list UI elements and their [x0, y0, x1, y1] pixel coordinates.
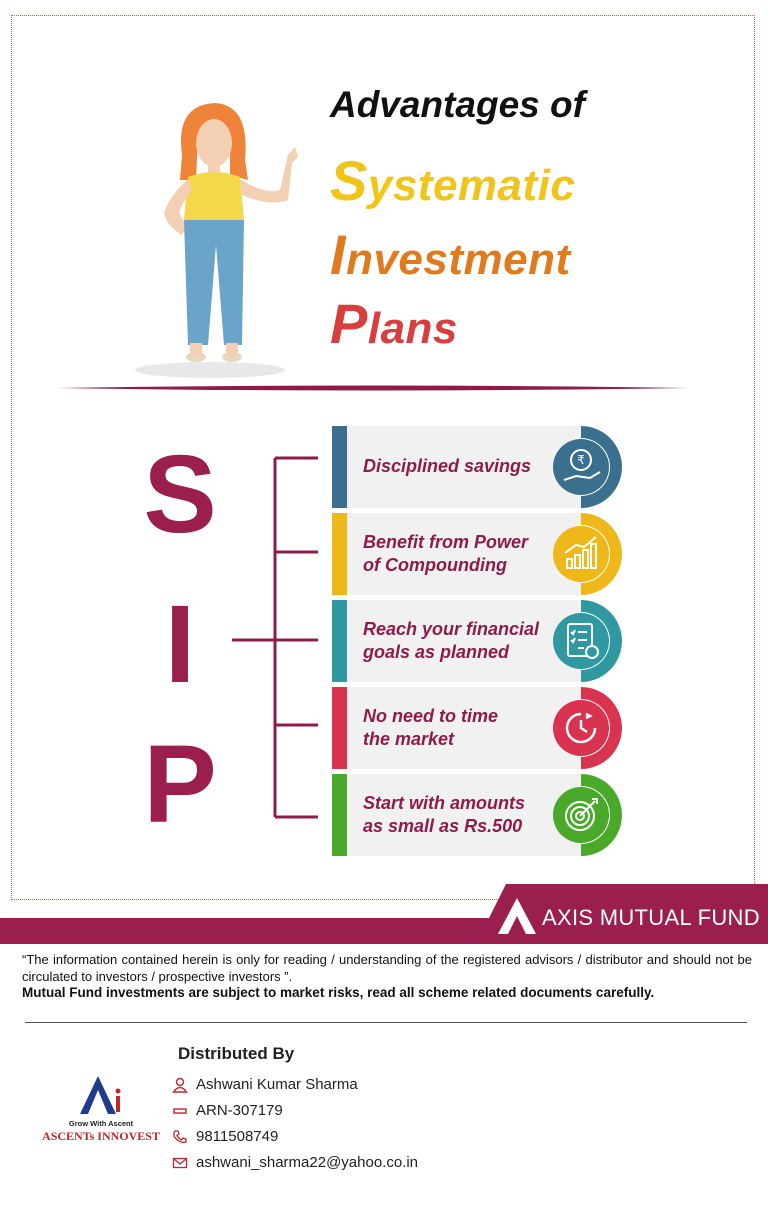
title-word-systematic: Systematic — [330, 149, 576, 212]
advantage-row-5 — [332, 774, 620, 856]
distributor-tagline: Grow With Ascent — [68, 1119, 134, 1128]
contact-email[interactable]: ashwani_sharma22@yahoo.co.in — [172, 1154, 418, 1171]
advantage-row-4 — [332, 687, 620, 769]
axis-logo-icon — [496, 896, 538, 936]
contact-arn: ARN-307179 — [172, 1102, 283, 1119]
rupee-hand-icon — [540, 426, 622, 508]
title-word-investment: Investment — [330, 223, 571, 286]
svg-text:₹: ₹ — [577, 453, 585, 467]
disclaimer-text: “The information contained herein is only for reading / understanding of the registered advisors / distributor and should not be circulated to investors / prospective investors ”. — [22, 952, 752, 984]
separator-line — [25, 1022, 747, 1023]
ascents-logo-icon — [76, 1074, 126, 1116]
advantage-label: No need to time the market — [363, 705, 499, 749]
distributor-logo — [36, 1074, 166, 1144]
sip-letter-i: I — [164, 583, 196, 706]
advantage-row-3 — [332, 600, 620, 682]
target-icon — [540, 774, 622, 856]
clock-icon — [540, 687, 622, 769]
growth-chart-icon — [540, 513, 622, 595]
advantage-label: Disciplined savings — [363, 456, 532, 477]
title-word-plans: Plans — [330, 292, 458, 355]
divider-line — [58, 384, 688, 392]
contact-name: Ashwani Kumar Sharma — [172, 1076, 358, 1093]
checklist-icon — [540, 600, 622, 682]
user-icon — [172, 1077, 188, 1093]
advantage-label: Benefit from Power of Compounding — [363, 531, 529, 575]
title-line-1: Advantages of — [330, 84, 585, 125]
connector-bracket — [230, 455, 330, 825]
distributed-by-heading: Distributed By — [178, 1044, 295, 1063]
phone-icon — [172, 1129, 188, 1145]
woman-illustration — [130, 95, 330, 385]
sip-letter-s: S — [143, 433, 217, 556]
advantage-row-2 — [332, 513, 620, 595]
advantage-label: Start with amounts as small as Rs.500 — [363, 792, 526, 836]
risk-warning: Mutual Fund investments are subject to market risks, read all scheme related documents carefully. — [22, 985, 655, 1000]
advantage-row-1 — [332, 426, 620, 508]
advantage-label: Reach your financial goals as planned — [363, 618, 540, 662]
brand-name: AXIS MUTUAL FUND — [542, 905, 760, 930]
id-card-icon — [172, 1103, 188, 1119]
distributor-brand-name: ASCENTs INNOVEST — [42, 1129, 160, 1143]
contact-phone[interactable]: 9811508749 — [172, 1128, 278, 1145]
email-icon — [172, 1155, 188, 1171]
sip-letter-p: P — [143, 723, 217, 846]
